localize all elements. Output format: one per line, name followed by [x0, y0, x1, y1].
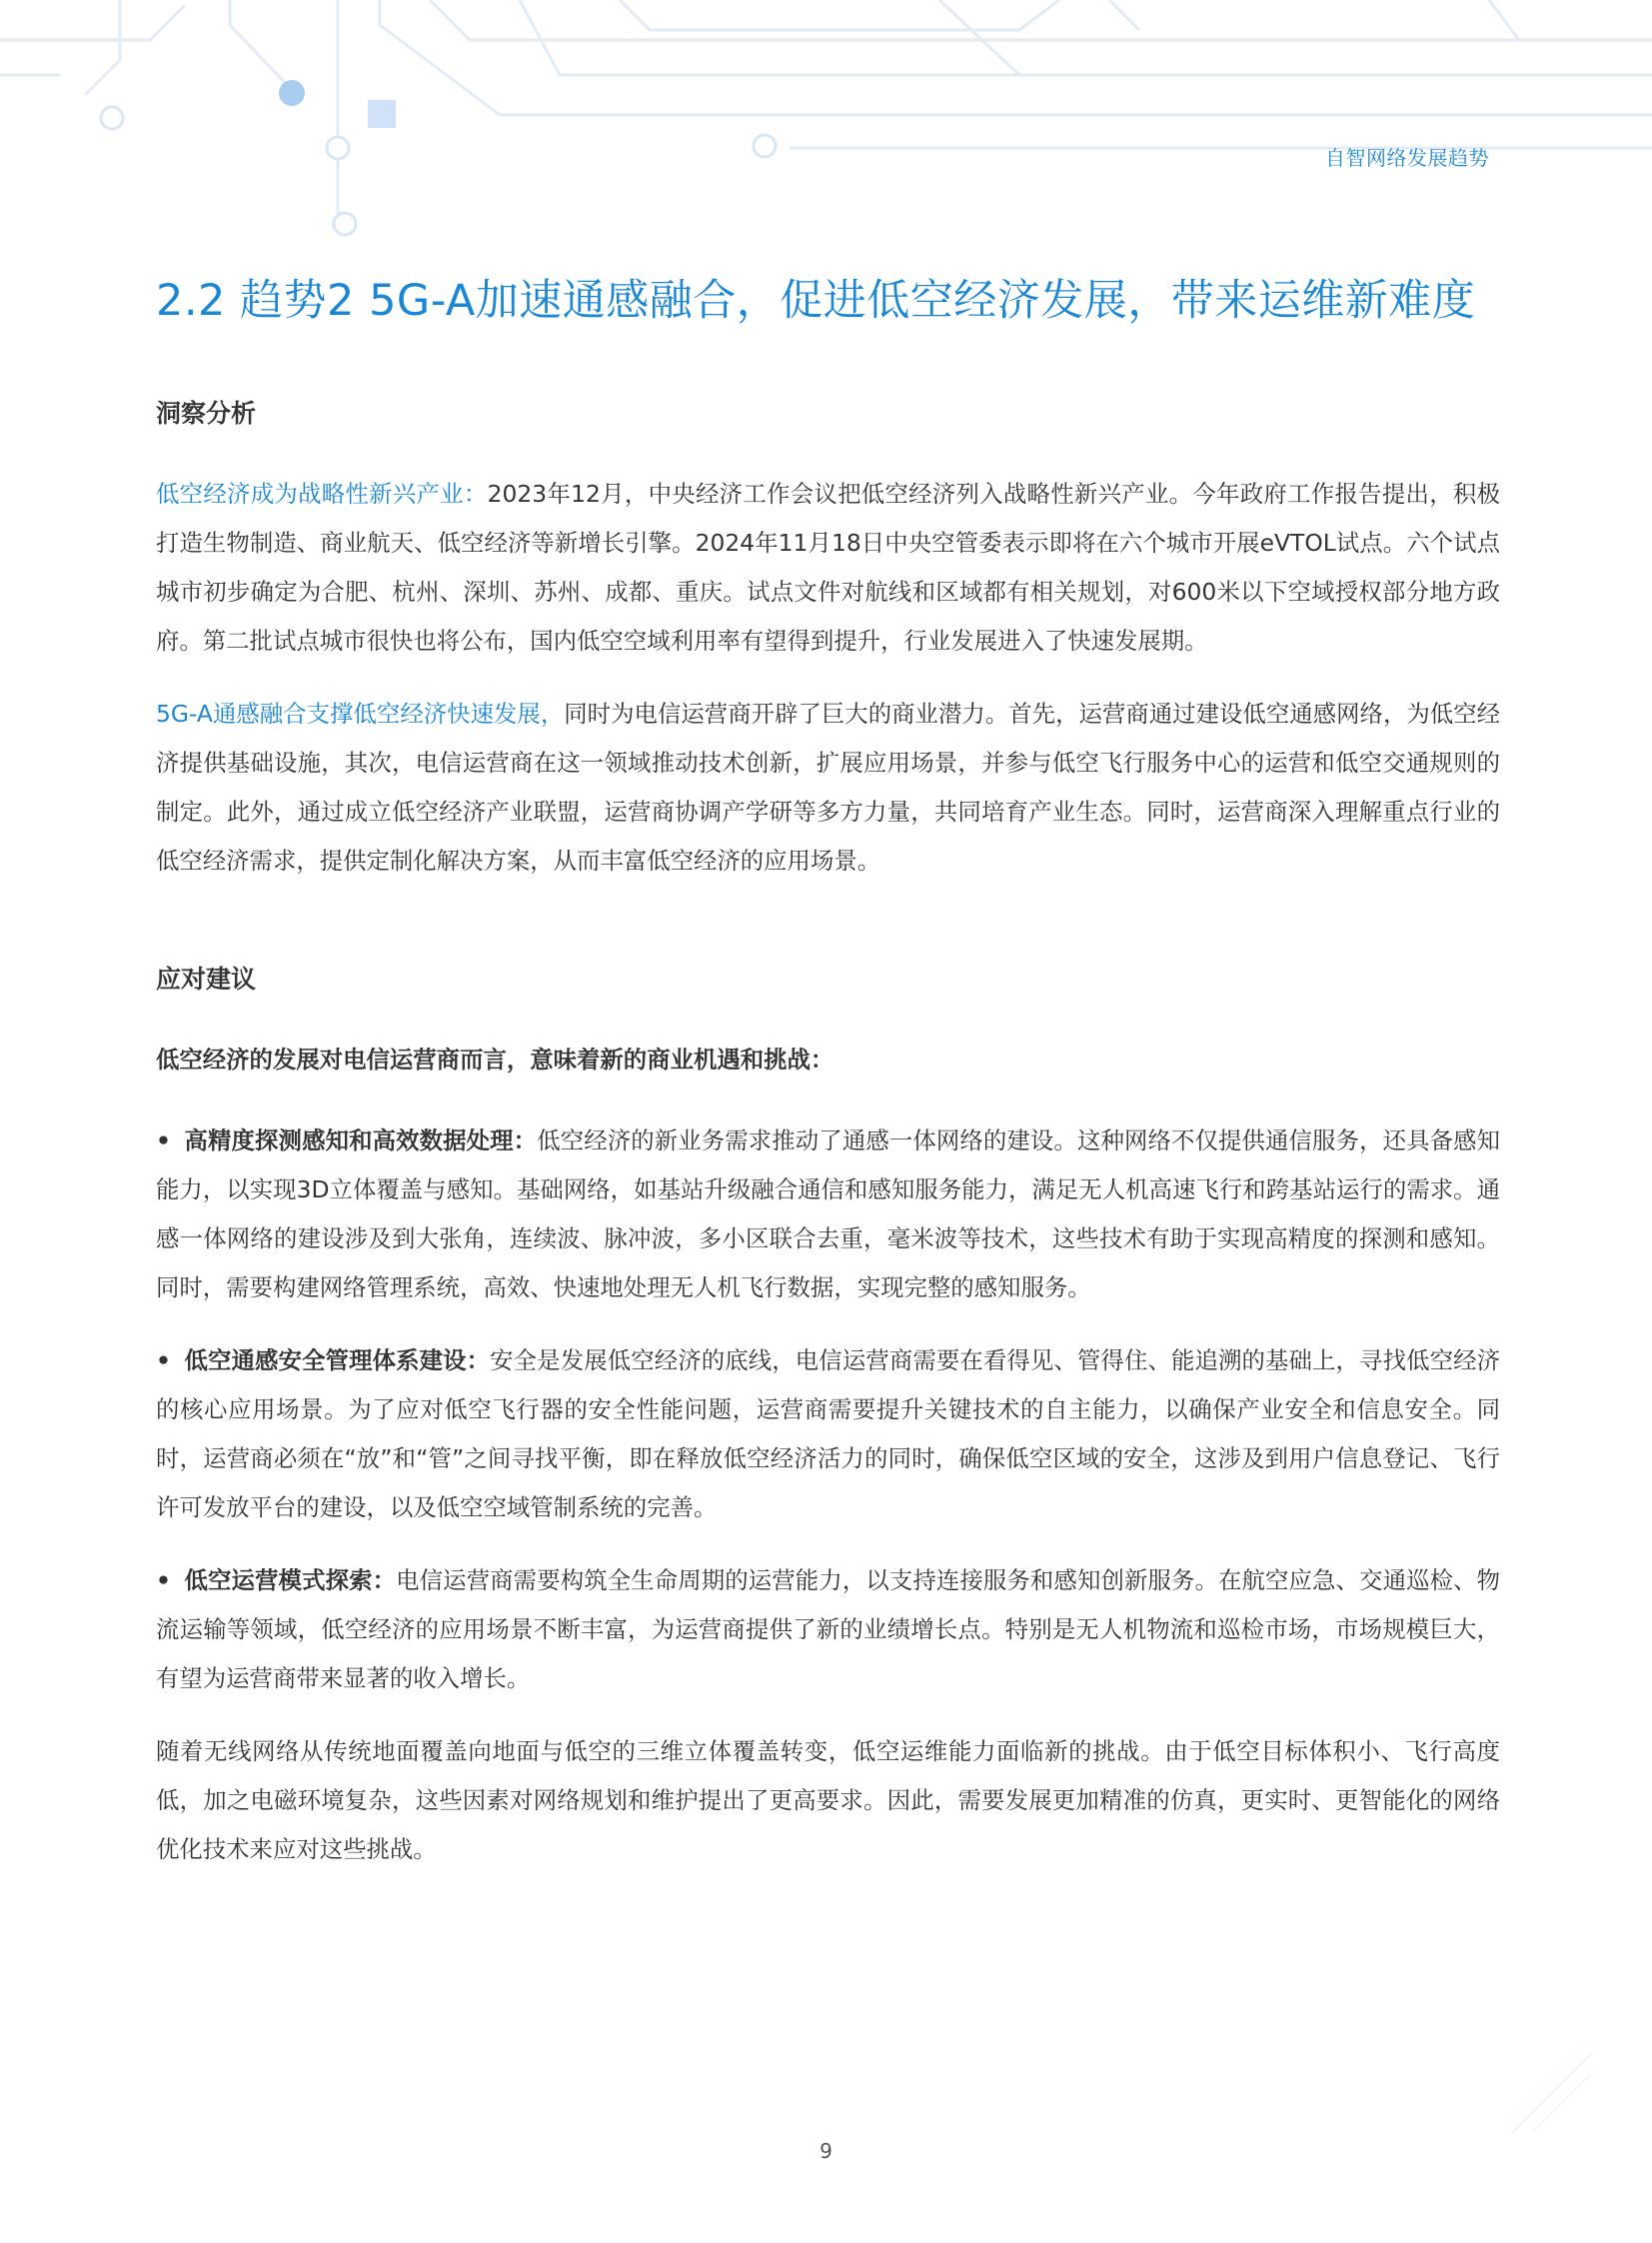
bullet-icon: • — [156, 1566, 171, 1594]
circuit-decoration — [0, 0, 1652, 260]
closing-paragraph: 随着无线网络从传统地面覆盖向地面与低空的三维立体覆盖转变，低空运维能力面临新的挑战。由于低空目标体积小、飞行高度低，加之电磁环境复杂，这些因素对网络规划和维护提出了更高要求。因此，需要发展更加精准的仿真，更实时、更智能化的网络优化技术来应对这些挑战。 — [156, 1737, 1500, 1863]
page-number: 9 — [820, 2139, 832, 2163]
bullet-text: 低空经济的新业务需求推动了通感一体网络的建设。这种网络不仅提供通信服务，还具备感知能力，以实现3D立体覆盖与感知。基础网络，如基站升级融合通信和感知服务能力，满足无人机高速飞行和跨基站运行的需求。通感一体网络的建设涉及到大张角，连续波、脉冲波，多小区联合去重，毫米波等技术，这些技术有助于实现高精度的探测和感知。同时，需要构建网络管理系统，高效、快速地处理无人机飞行数据，实现完整的感知服务。 — [156, 1126, 1501, 1301]
insight-paragraph-text: 2023年12月，中央经济工作会议把低空经济列入战略性新兴产业。今年政府工作报告提出，积极打造生物制造、商业航天、低空经济等新增长引擎。2024年11月18日中央空管委表示即将在六个城市开展eVTOL试点。六个试点城市初步确定为合肥、杭州、深圳、苏州、成都、重庆。试点文件对航线和区域都有相关规划，对600米以下空域授权部分地方政府。第二批试点城市很快也将公布，国内低空空域利用率有望得到提升，行业发展进入了快速发展期。 — [156, 480, 1500, 655]
content — [156, 270, 1500, 1898]
bullet-item — [156, 1556, 1500, 1703]
bullet-item — [156, 1117, 1500, 1312]
bullet-item — [156, 1336, 1500, 1532]
insight-paragraph-lead: 5G-A通感融合支撑低空经济快速发展， — [156, 700, 565, 728]
bullet-text: 电信运营商需要构筑全生命周期的运营能力，以支持连接服务和感知创新服务。在航空应急、交通巡检、物流运输等领域，低空经济的应用场景不断丰富，为运营商提供了新的业绩增长点。特别是无人机物流和巡检市场，市场规模巨大，有望为运营商带来显著的收入增长。 — [156, 1566, 1501, 1692]
insight-paragraph-text: 同时为电信运营商开辟了巨大的商业潜力。首先，运营商通过建设低空通感网络，为低空经济提供基础设施，其次，电信运营商在这一领域推动技术创新，扩展应用场景，并参与低空飞行服务中心的运营和低空交通规则的制定。此外，通过成立低空经济产业联盟，运营商协调产学研等多方力量，共同培育产业生态。同时，运营商深入理解重点行业的低空经济需求，提供定制化解决方案，从而丰富低空经济的应用场景。 — [156, 700, 1501, 875]
section-title: 2.2 趋势2 5G-A加速通感融合，促进低空经济发展，带来运维新难度 — [156, 276, 1476, 326]
insight-heading: 洞察分析 — [156, 399, 257, 428]
bullet-icon: • — [156, 1126, 171, 1154]
insight-paragraph — [156, 690, 1500, 886]
insight-paragraph — [156, 470, 1500, 666]
response-intro: 低空经济的发展对电信运营商而言，意味着新的商业机遇和挑战： — [156, 1046, 834, 1074]
bullet-icon: • — [156, 1346, 171, 1374]
bullet-title: 低空通感安全管理体系建设： — [184, 1346, 491, 1374]
circuit-node-dot — [279, 80, 305, 106]
insight-paragraph-lead: 低空经济成为战略性新兴产业： — [156, 480, 488, 508]
response-heading: 应对建议 — [156, 965, 257, 994]
bullet-title: 高精度探测感知和高效数据处理： — [184, 1126, 538, 1154]
bullet-title: 低空运营模式探索： — [184, 1566, 397, 1594]
bullet-text: 安全是发展低空经济的底线，电信运营商需要在看得见、管得住、能追溯的基础上，寻找低空经济的核心应用场景。为了应对低空飞行器的安全性能问题，运营商需要提升关键技术的自主能力，以确保产业安全和信息安全。同时，运营商必须在“放”和“管”之间寻找平衡，即在释放低空经济活力的同时，确保低空区域的安全，这涉及到用户信息登记、飞行许可发放平台的建设，以及低空空域管制系统的完善。 — [156, 1346, 1500, 1521]
circuit-node-square — [368, 100, 396, 128]
header-label: 自智网络发展趋势 — [1325, 146, 1489, 170]
corner-decoration — [1512, 2053, 1592, 2133]
